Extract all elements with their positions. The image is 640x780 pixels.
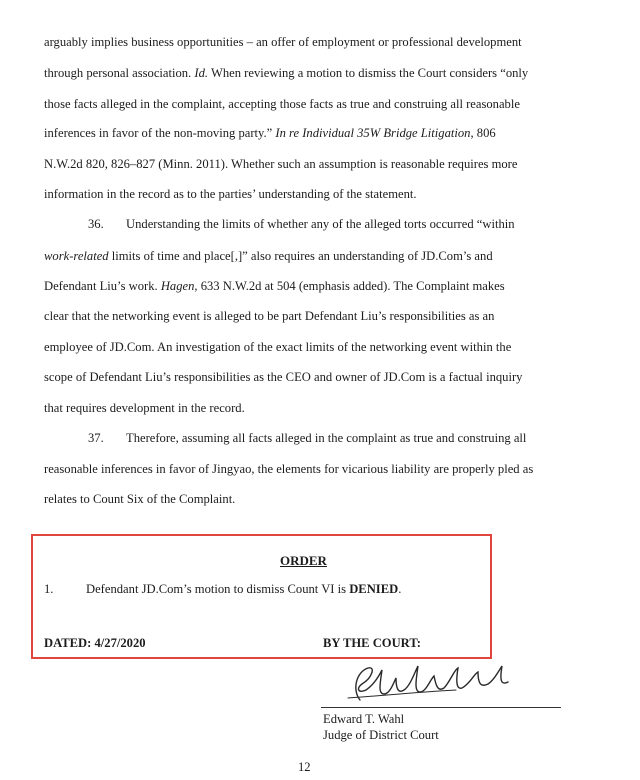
paragraph-line: scope of Defendant Liu’s responsibilities as the CEO and owner of JD.Com is a factual inquiry <box>44 370 523 384</box>
order-ruling: DENIED <box>349 582 399 596</box>
paragraph-line: relates to Count Six of the Complaint. <box>44 492 236 506</box>
paragraph-line: reasonable inferences in favor of Jingyao, the elements for vicarious liability are properly pled as <box>44 462 534 476</box>
paragraph-line: inferences in favor of the non-moving party.” In re Individual 35W Bridge Litigation, 806 <box>44 126 496 140</box>
paragraph-line: those facts alleged in the complaint, accepting those facts as true and construing all reasonable <box>44 97 520 111</box>
handwritten-signature <box>338 660 518 708</box>
paragraph-line: that requires development in the record. <box>44 401 245 415</box>
paragraph-number: 37. <box>88 431 104 445</box>
paragraph-line: arguably implies business opportunities – an offer of employment or professional development <box>44 35 522 49</box>
paragraph-line: work-related limits of time and place[,]” also requires an understanding of JD.Com’s and <box>44 249 493 263</box>
paragraph-line: N.W.2d 820, 826–827 (Minn. 2011). Whether such an assumption is reasonable requires more <box>44 157 518 171</box>
order-item-number: 1. <box>44 582 54 596</box>
order-title: ORDER <box>280 553 327 568</box>
paragraph-line: employee of JD.Com. An investigation of the exact limits of the networking event within the <box>44 340 512 354</box>
paragraph-36-first-line: 36. Understanding the limits of whether any of the alleged torts occurred “within <box>88 217 515 231</box>
paragraph-line: Defendant Liu’s work. Hagen, 633 N.W.2d at 504 (emphasis added). The Complaint makes <box>44 279 505 293</box>
page-number: 12 <box>298 760 311 774</box>
dated-line: DATED: 4/27/2020 <box>44 636 146 650</box>
paragraph-number: 36. <box>88 217 104 231</box>
by-the-court-label: BY THE COURT: <box>323 636 421 650</box>
paragraph-line: information in the record as to the parties’ understanding of the statement. <box>44 187 417 201</box>
judge-title: Judge of District Court <box>323 728 439 742</box>
paragraph-37-first-line: 37. Therefore, assuming all facts alleged in the complaint as true and construing all <box>88 431 527 445</box>
signature-line <box>321 707 561 708</box>
order-item: 1. Defendant JD.Com’s motion to dismiss Count VI is DENIED. <box>44 582 402 596</box>
paragraph-line: through personal association. Id. When reviewing a motion to dismiss the Court considers “only <box>44 66 529 80</box>
paragraph-line: clear that the networking event is alleged to be part Defendant Liu’s responsibilities as an <box>44 309 495 323</box>
judge-name: Edward T. Wahl <box>323 712 405 726</box>
